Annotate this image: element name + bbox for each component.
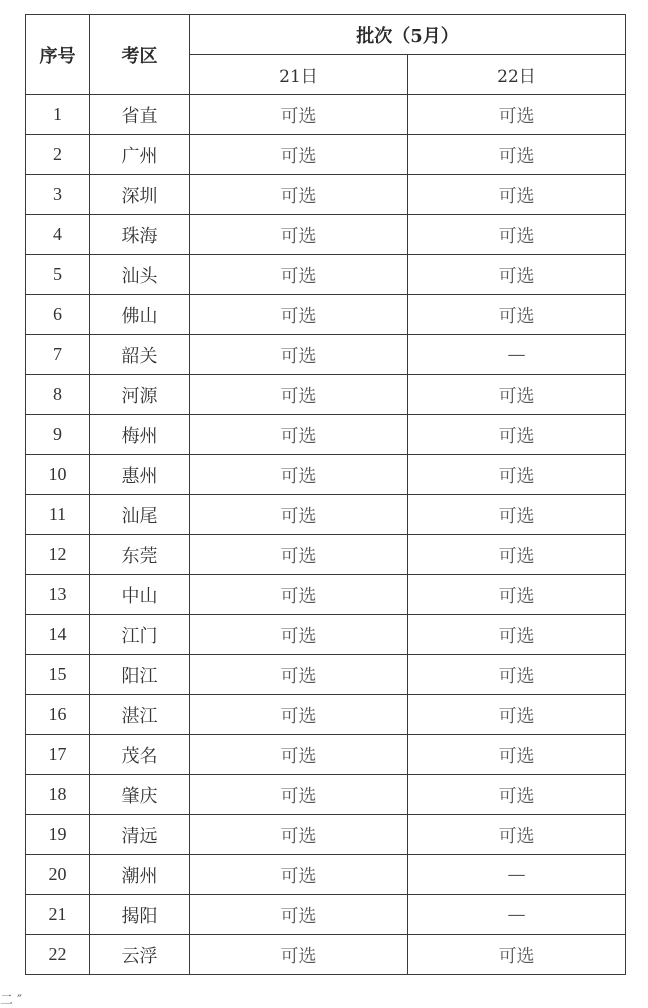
row-date-22: 可选	[408, 695, 626, 735]
table-row	[26, 935, 626, 975]
row-index: 17	[26, 735, 90, 775]
table-row	[26, 615, 626, 655]
table-row	[26, 575, 626, 615]
table-row	[26, 735, 626, 775]
row-area: 江门	[90, 615, 190, 655]
row-index: 2	[26, 135, 90, 175]
row-date-21: 可选	[190, 455, 408, 495]
row-date-21: 可选	[190, 935, 408, 975]
row-date-21: 可选	[190, 95, 408, 135]
row-index: 9	[26, 415, 90, 455]
table-row	[26, 695, 626, 735]
row-index: 18	[26, 775, 90, 815]
row-date-22: 可选	[408, 615, 626, 655]
table-row	[26, 95, 626, 135]
row-area: 惠州	[90, 455, 190, 495]
row-date-22: 可选	[408, 935, 626, 975]
row-date-21: 可选	[190, 215, 408, 255]
row-date-22: 可选	[408, 535, 626, 575]
row-date-22: 可选	[408, 375, 626, 415]
row-date-21: 可选	[190, 895, 408, 935]
table-row	[26, 495, 626, 535]
table-row	[26, 255, 626, 295]
row-index: 11	[26, 495, 90, 535]
row-area: 中山	[90, 575, 190, 615]
row-index: 22	[26, 935, 90, 975]
row-area: 省直	[90, 95, 190, 135]
row-date-22: 可选	[408, 415, 626, 455]
row-area: 揭阳	[90, 895, 190, 935]
header-area: 考区	[90, 15, 190, 95]
row-index: 3	[26, 175, 90, 215]
row-date-22: 可选	[408, 735, 626, 775]
row-date-21: 可选	[190, 135, 408, 175]
row-date-21: 可选	[190, 735, 408, 775]
row-date-22: 可选	[408, 655, 626, 695]
row-index: 16	[26, 695, 90, 735]
table-row	[26, 415, 626, 455]
row-date-21: 可选	[190, 175, 408, 215]
row-area: 汕头	[90, 255, 190, 295]
row-date-21: 可选	[190, 495, 408, 535]
footnote-fragment: 二 ″	[0, 993, 22, 1008]
row-area: 珠海	[90, 215, 190, 255]
table-row	[26, 655, 626, 695]
row-index: 20	[26, 855, 90, 895]
row-index: 12	[26, 535, 90, 575]
row-date-22: 可选	[408, 175, 626, 215]
row-date-22: 可选	[408, 775, 626, 815]
row-area: 阳江	[90, 655, 190, 695]
table-row	[26, 335, 626, 375]
row-area: 深圳	[90, 175, 190, 215]
table-header	[26, 15, 626, 95]
row-index: 6	[26, 295, 90, 335]
row-area: 清远	[90, 815, 190, 855]
header-batch: 批次（5月）	[190, 15, 626, 55]
row-index: 1	[26, 95, 90, 135]
table-row	[26, 295, 626, 335]
row-area: 肇庆	[90, 775, 190, 815]
header-date-22: 22日	[408, 55, 626, 95]
table-body	[26, 95, 626, 975]
table-row	[26, 775, 626, 815]
table-row	[26, 535, 626, 575]
row-area: 湛江	[90, 695, 190, 735]
row-date-22: 可选	[408, 575, 626, 615]
row-index: 5	[26, 255, 90, 295]
row-area: 汕尾	[90, 495, 190, 535]
row-date-22: —	[408, 895, 626, 935]
row-area: 韶关	[90, 335, 190, 375]
table-row	[26, 375, 626, 415]
row-date-22: 可选	[408, 95, 626, 135]
row-date-21: 可选	[190, 335, 408, 375]
row-date-21: 可选	[190, 415, 408, 455]
row-date-21: 可选	[190, 775, 408, 815]
row-date-21: 可选	[190, 655, 408, 695]
row-date-22: 可选	[408, 215, 626, 255]
row-area: 梅州	[90, 415, 190, 455]
row-index: 14	[26, 615, 90, 655]
row-date-22: 可选	[408, 255, 626, 295]
table-row	[26, 815, 626, 855]
row-date-21: 可选	[190, 815, 408, 855]
row-date-21: 可选	[190, 695, 408, 735]
row-index: 8	[26, 375, 90, 415]
table-row	[26, 895, 626, 935]
row-index: 10	[26, 455, 90, 495]
row-index: 21	[26, 895, 90, 935]
row-date-21: 可选	[190, 575, 408, 615]
header-row	[26, 15, 626, 55]
row-date-21: 可选	[190, 535, 408, 575]
row-date-22: 可选	[408, 495, 626, 535]
row-date-22: 可选	[408, 135, 626, 175]
row-date-22: 可选	[408, 295, 626, 335]
header-index: 序号	[26, 15, 90, 95]
row-index: 19	[26, 815, 90, 855]
table-row	[26, 215, 626, 255]
row-area: 茂名	[90, 735, 190, 775]
row-date-22: 可选	[408, 815, 626, 855]
row-area: 佛山	[90, 295, 190, 335]
row-area: 河源	[90, 375, 190, 415]
row-index: 13	[26, 575, 90, 615]
row-date-22: 可选	[408, 455, 626, 495]
row-date-21: 可选	[190, 255, 408, 295]
row-date-21: 可选	[190, 855, 408, 895]
table-row	[26, 175, 626, 215]
row-area: 潮州	[90, 855, 190, 895]
table-row	[26, 855, 626, 895]
table-row	[26, 135, 626, 175]
row-index: 4	[26, 215, 90, 255]
row-area: 云浮	[90, 935, 190, 975]
row-date-21: 可选	[190, 615, 408, 655]
row-date-22: —	[408, 855, 626, 895]
exam-area-batch-table	[25, 14, 626, 975]
table-row	[26, 455, 626, 495]
row-index: 15	[26, 655, 90, 695]
header-date-21: 21日	[190, 55, 408, 95]
row-date-22: —	[408, 335, 626, 375]
row-date-21: 可选	[190, 295, 408, 335]
row-area: 东莞	[90, 535, 190, 575]
row-area: 广州	[90, 135, 190, 175]
row-date-21: 可选	[190, 375, 408, 415]
row-index: 7	[26, 335, 90, 375]
